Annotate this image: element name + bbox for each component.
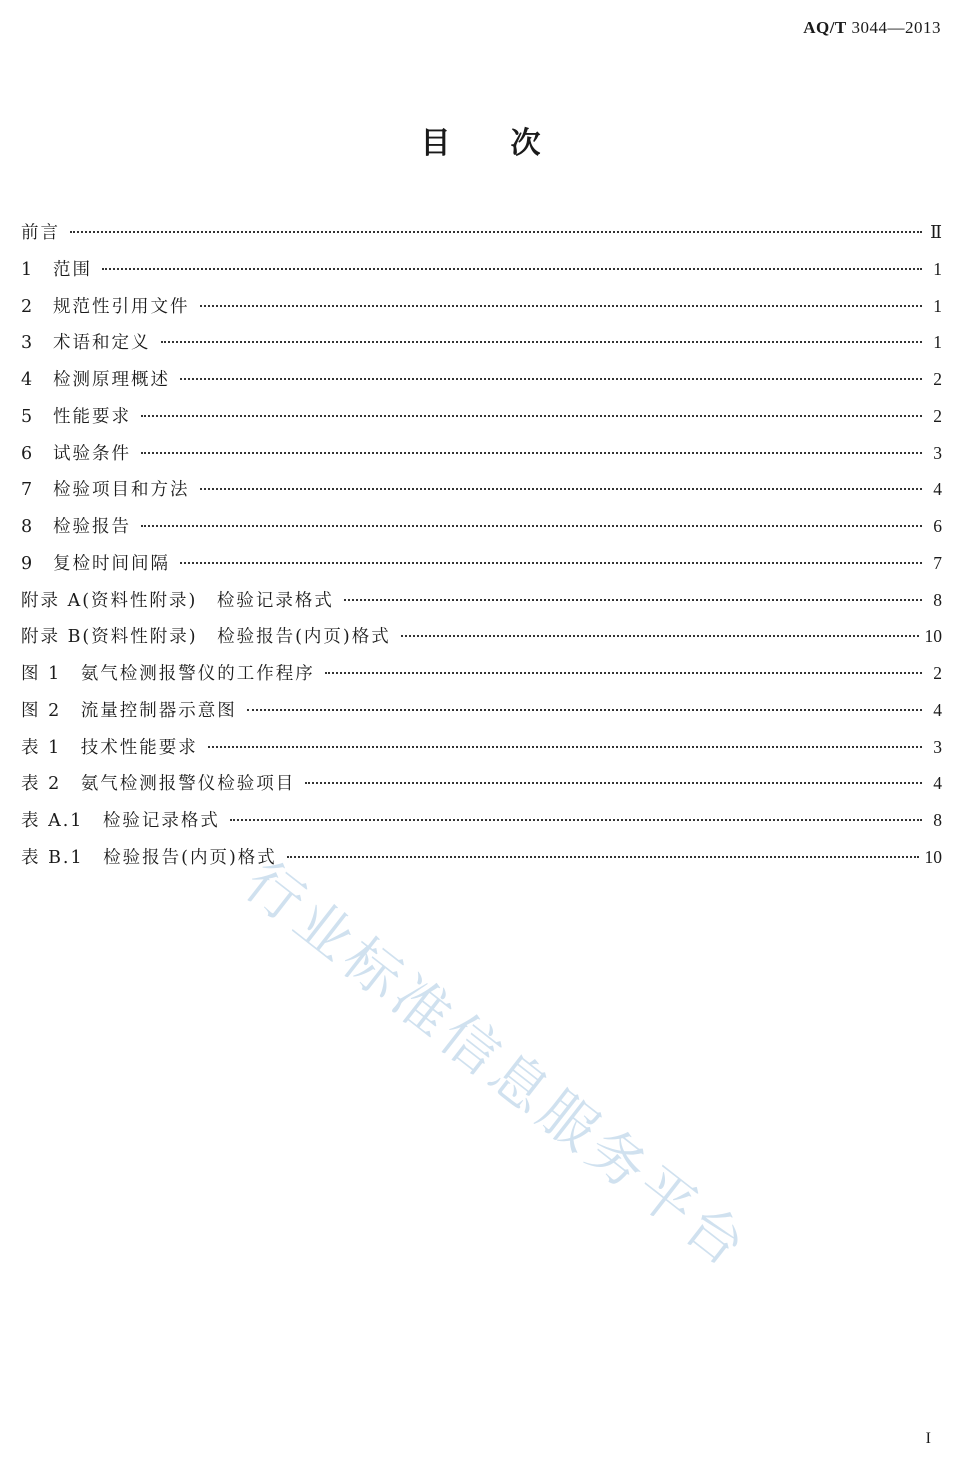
toc-entry-page: 1 — [933, 258, 942, 279]
toc-dot-leader — [141, 415, 922, 417]
toc-entry-label: 规范性引用文件 — [53, 296, 190, 317]
toc-entry-number: 8 — [21, 517, 33, 537]
toc-entry-label: 附录 B(资料性附录) 检验报告(内页)格式 — [21, 627, 391, 648]
toc-entry[interactable] — [21, 802, 942, 839]
toc-entry[interactable] — [21, 214, 942, 251]
toc-dot-leader — [102, 268, 922, 270]
standard-prefix: AQ/T — [803, 18, 847, 37]
toc-entry[interactable] — [21, 435, 942, 472]
toc-entry-label: 表 A.1 检验记录格式 — [21, 811, 220, 831]
toc-entry-label: 表 2 氨气检测报警仪检验项目 — [21, 774, 296, 795]
toc-entry-label: 表 1 技术性能要求 — [21, 737, 198, 758]
toc-entry-label: 复检时间间隔 — [53, 553, 170, 574]
toc-entry-page: 4 — [933, 773, 942, 794]
toc-dot-leader — [70, 231, 922, 233]
toc-entry-page: Ⅱ — [930, 222, 942, 242]
toc-entry[interactable] — [21, 545, 942, 582]
toc-dot-leader — [287, 856, 919, 858]
toc-dot-leader — [161, 341, 923, 343]
toc-dot-leader — [230, 819, 922, 821]
toc-entry-page: 1 — [933, 332, 942, 353]
toc-entry-page: 3 — [933, 736, 942, 757]
toc-entry-page: 6 — [933, 516, 942, 536]
toc-entry[interactable] — [21, 471, 942, 508]
toc-entry-number: 1 — [21, 259, 33, 280]
toc-dot-leader — [305, 782, 922, 784]
toc-entry-label: 检测原理概述 — [53, 370, 170, 390]
toc-dot-leader — [200, 488, 923, 490]
toc-entry-label: 检验报告 — [53, 517, 131, 537]
toc-entry[interactable] — [21, 361, 942, 398]
toc-dot-leader — [247, 709, 922, 711]
toc-entry-label: 图 1 氨气检测报警仪的工作程序 — [21, 664, 315, 684]
toc-entry[interactable] — [21, 288, 942, 325]
toc-entry[interactable] — [21, 729, 942, 766]
toc-entry-label: 试验条件 — [53, 443, 131, 464]
toc-entry-number: 4 — [21, 370, 33, 390]
toc-entry-number: 5 — [21, 406, 33, 427]
toc-entry-page: 10 — [924, 846, 942, 867]
toc-entry-label: 检验项目和方法 — [53, 480, 190, 501]
toc-entry-page: 1 — [933, 295, 942, 316]
toc-dot-leader — [200, 305, 923, 307]
page-number: I — [925, 1430, 931, 1447]
table-of-contents — [21, 214, 942, 876]
toc-entry-number: 2 — [21, 296, 33, 317]
toc-dot-leader — [180, 378, 922, 380]
toc-entry[interactable] — [21, 398, 942, 435]
toc-entry[interactable] — [21, 839, 942, 876]
toc-entry-page: 3 — [933, 442, 942, 463]
toc-dot-leader — [141, 525, 922, 527]
toc-entry-page: 2 — [933, 663, 942, 683]
toc-entry-page: 4 — [933, 699, 942, 720]
toc-dot-leader — [325, 672, 922, 674]
toc-dot-leader — [180, 562, 922, 564]
toc-entry-label: 图 2 流量控制器示意图 — [21, 700, 237, 721]
toc-entry-label: 附录 A(资料性附录) 检验记录格式 — [21, 590, 334, 611]
toc-entry-page: 4 — [933, 479, 942, 500]
toc-entry[interactable] — [21, 582, 942, 619]
toc-entry-number: 6 — [21, 443, 33, 464]
toc-entry-page: 7 — [933, 552, 942, 573]
toc-entry-page: 2 — [933, 369, 942, 389]
watermark: 行业标准信息服务平台 — [232, 849, 762, 1283]
toc-entry-number: 9 — [21, 553, 33, 574]
toc-entry[interactable] — [21, 692, 942, 729]
toc-entry-label: 范围 — [53, 259, 92, 280]
toc-dot-leader — [208, 746, 922, 748]
toc-entry[interactable] — [21, 508, 942, 545]
toc-entry-label: 术语和定义 — [53, 333, 151, 354]
toc-entry-label: 表 B.1 检验报告(内页)格式 — [21, 847, 277, 868]
toc-entry[interactable] — [21, 618, 942, 655]
toc-entry[interactable] — [21, 765, 942, 802]
toc-entry-page: 8 — [933, 810, 942, 830]
toc-entry-page: 10 — [924, 626, 942, 647]
toc-entry-number: 3 — [21, 333, 33, 354]
toc-entry-page: 8 — [933, 589, 942, 610]
toc-dot-leader — [141, 452, 922, 454]
toc-entry-label: 性能要求 — [53, 406, 131, 427]
toc-entry-label: 前言 — [21, 223, 60, 243]
toc-dot-leader — [344, 599, 922, 601]
page-title: 目次 — [420, 126, 601, 161]
toc-entry[interactable] — [21, 324, 942, 361]
toc-entry[interactable] — [21, 655, 942, 692]
standard-number: 3044—2013 — [851, 18, 941, 37]
standard-code — [803, 18, 941, 38]
toc-dot-leader — [401, 635, 919, 637]
toc-entry[interactable] — [21, 251, 942, 288]
toc-entry-number: 7 — [21, 480, 33, 501]
toc-entry-page: 2 — [933, 405, 942, 426]
